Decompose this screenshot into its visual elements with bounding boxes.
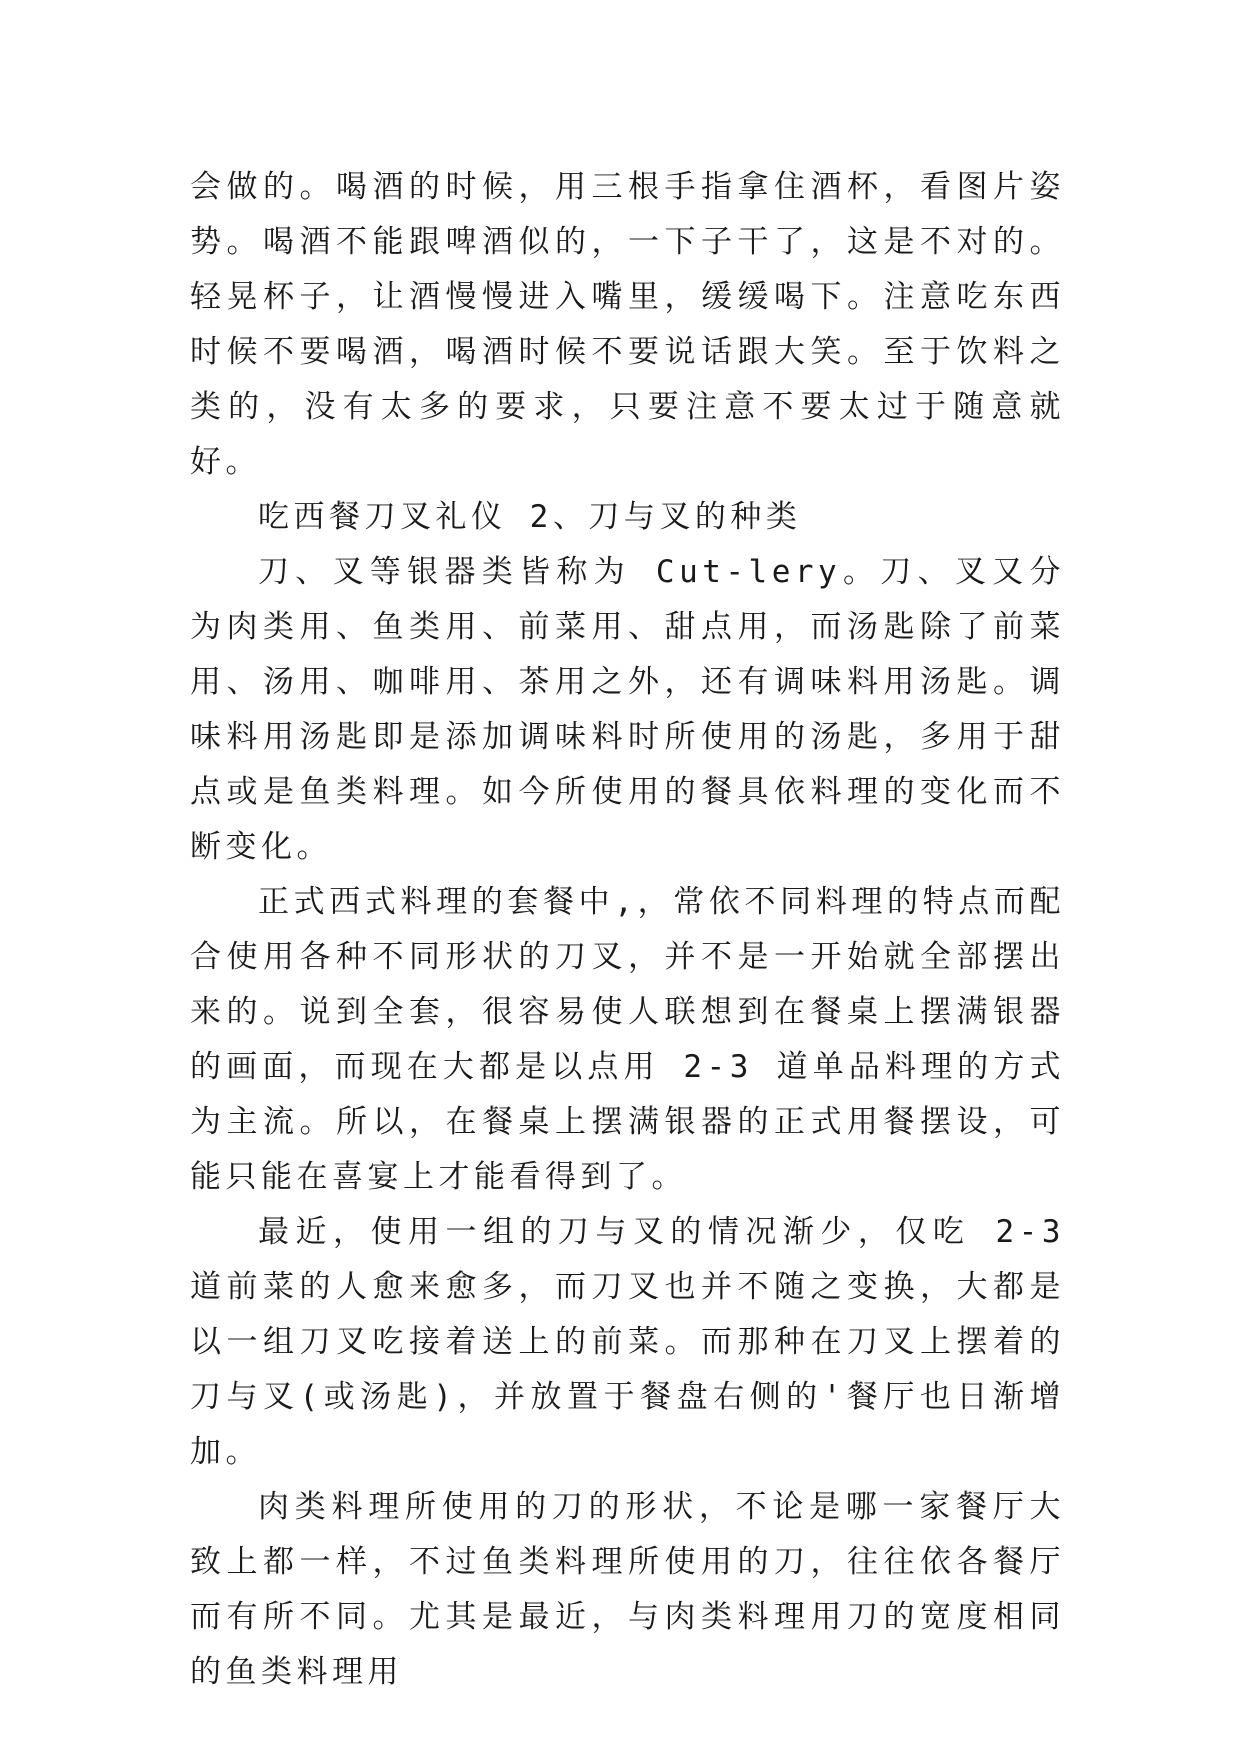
paragraph-5: 肉类料理所使用的刀的形状，不论是哪一家餐厅大致上都一样，不过鱼类料理所使用的刀，往往依各餐厅而有所不同。尤其是最近，与肉类料理用刀的宽度相同的鱼类料理用 bbox=[190, 1489, 1065, 1690]
paragraph-2: 刀、叉等银器类皆称为 Cut-lery。刀、叉又分为肉类用、鱼类用、前菜用、甜点用，而汤匙除了前菜用、汤用、咖啡用、茶用之外，还有调味料用汤匙。调味料用汤匙即是添加调味料时所使用的汤匙，多用于甜点或是鱼类料理。如今所使用的餐具依料理的变化而不断变化。 bbox=[190, 554, 1065, 865]
document-body bbox=[190, 160, 1065, 1700]
paragraph-3: 正式西式料理的套餐中,，常依不同料理的特点而配合使用各种不同形状的刀叉，并不是一开始就全部摆出来的。说到全套，很容易使人联想到在餐桌上摆满银器的画面，而现在大都是以点用 2-3 道单品料理的方式为主流。所以，在餐桌上摆满银器的正式用餐摆设，可能只能在喜宴上才能看得到了。 bbox=[190, 884, 1065, 1195]
paragraph-4: 最近，使用一组的刀与叉的情况渐少，仅吃 2-3 道前菜的人愈来愈多，而刀叉也并不随之变换，大都是以一组刀叉吃接着送上的前菜。而那种在刀叉上摆着的刀与叉(或汤匙)，并放置于餐盘右侧的'餐厅也日渐增加。 bbox=[190, 1214, 1065, 1470]
paragraph-1: 会做的。喝酒的时候，用三根手指拿住酒杯，看图片姿势。喝酒不能跟啤酒似的，一下子干了，这是不对的。轻晃杯子，让酒慢慢进入嘴里，缓缓喝下。注意吃东西时候不要喝酒，喝酒时候不要说话跟大笑。至于饮料之类的，没有太多的要求，只要注意不要太过于随意就好。 bbox=[190, 169, 1065, 480]
section-heading: 吃西餐刀叉礼仪 2、刀与叉的种类 bbox=[258, 499, 802, 535]
